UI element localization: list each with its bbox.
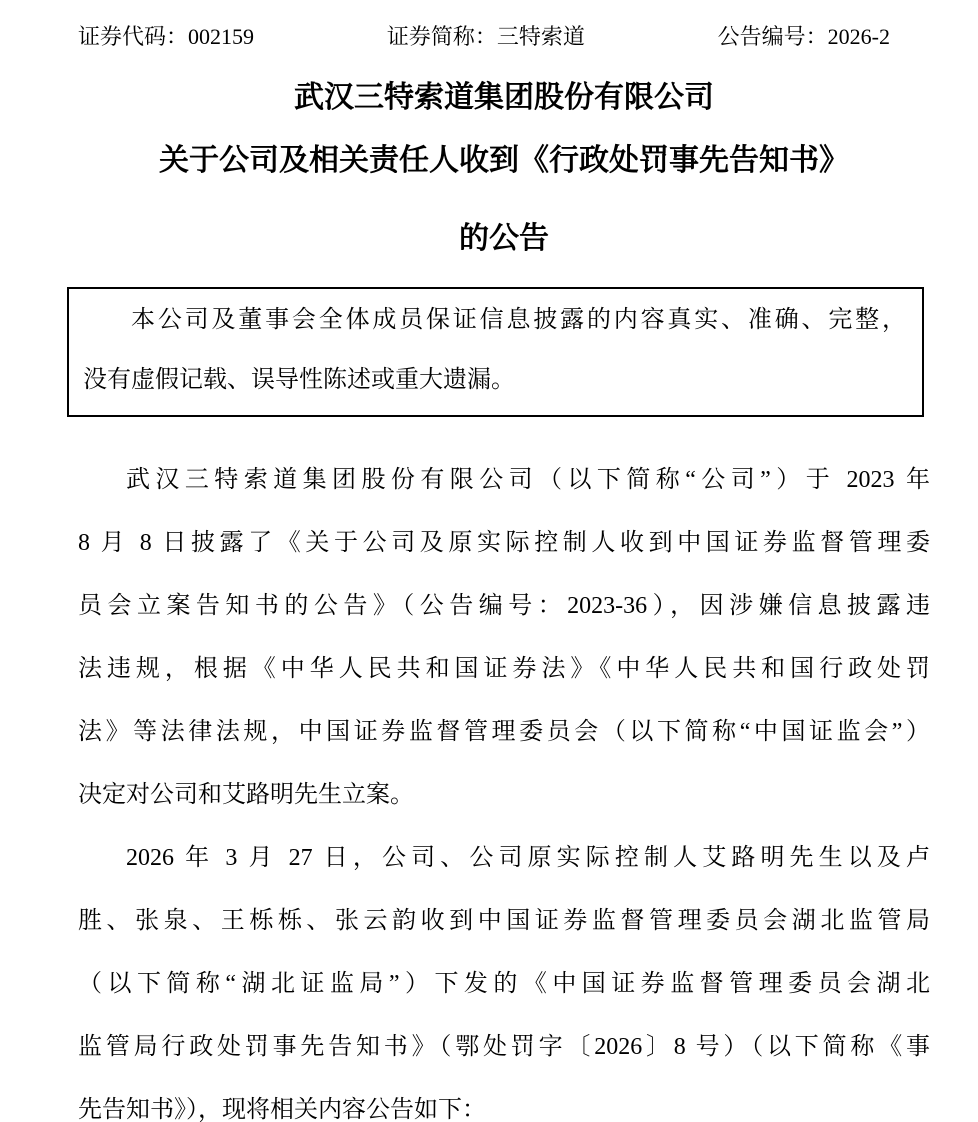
stock-code: 证券代码：002159 (78, 24, 255, 49)
stock-name: 证券简称：三特索道 (386, 24, 585, 49)
body-line: 法违规，根据《中华人民共和国证券法》《中华人民共和国行政处罚 (78, 656, 930, 682)
disclaimer-box (67, 287, 924, 417)
body-line: 先告知书》），现将相关内容公告如下： (78, 1097, 486, 1122)
disclaimer-line: 本公司及董事会全体成员保证信息披露的内容真实、准确、完整， (131, 307, 906, 333)
body-line: 员会立案告知书的公告》（公告编号：2023-36），因涉嫌信息披露违 (78, 593, 930, 619)
body-line: 武汉三特索道集团股份有限公司（以下简称“公司”）于 2023 年 (126, 467, 930, 493)
body-line: 胜、张泉、王栎栎、张云韵收到中国证券监督管理委员会湖北监管局 (78, 908, 930, 934)
announcement-subject-title: 关于公司及相关责任人收到《行政处罚事先告知书》 (159, 144, 849, 177)
body-line: （以下简称“湖北证监局”）下发的《中国证券监督管理委员会湖北 (78, 971, 930, 997)
company-name-title: 武汉三特索道集团股份有限公司 (294, 81, 714, 114)
announcement-number: 公告编号：2026-2 (717, 24, 890, 49)
announcement-body (78, 449, 930, 1122)
body-line: 8 月 8 日披露了《关于公司及原实际控制人收到中国证券监督管理委 (78, 530, 930, 556)
announcement-suffix-title: 的公告 (459, 222, 549, 255)
body-line: 决定对公司和艾路明先生立案。 (78, 782, 414, 808)
document-header (78, 22, 930, 52)
body-line: 监管局行政处罚事先告知书》（鄂处罚字〔2026〕8 号）（以下简称《事 (78, 1034, 930, 1060)
disclaimer-line: 没有虚假记载、误导性陈述或重大遗漏。 (83, 367, 515, 393)
document-title-block (78, 80, 930, 257)
body-line: 法》等法律法规，中国证券监督管理委员会（以下简称“中国证监会”） (78, 719, 930, 745)
body-line: 2026 年 3 月 27 日，公司、公司原实际控制人艾路明先生以及卢 (126, 845, 930, 871)
